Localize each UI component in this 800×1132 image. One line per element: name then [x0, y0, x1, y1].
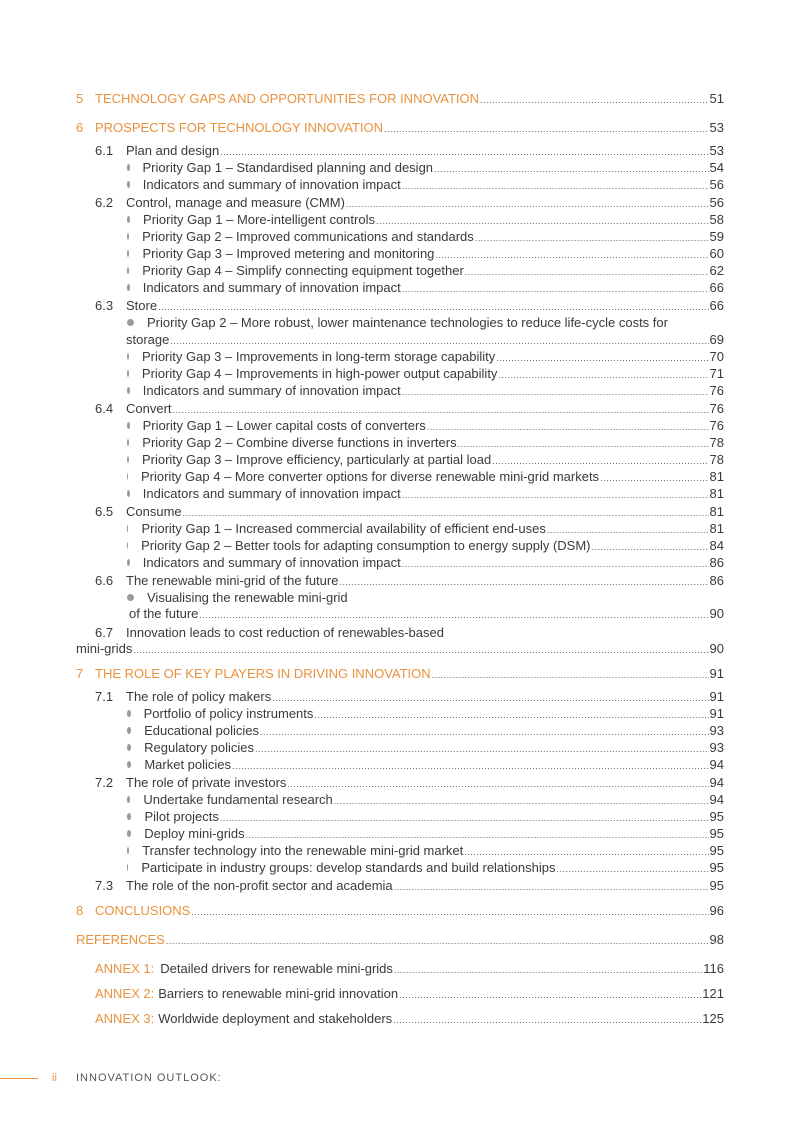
dot-leader — [339, 574, 708, 590]
toc-entry-5[interactable] — [76, 91, 724, 108]
toc-entry-6-7-line1[interactable] — [95, 625, 444, 641]
toc-label: Innovation leads to cost reduction of renewables-based — [126, 625, 444, 640]
toc-entry-references[interactable] — [76, 932, 724, 949]
dot-leader — [465, 264, 709, 280]
toc-page: 76 — [709, 383, 724, 398]
bullet-icon — [127, 864, 128, 871]
toc-number: 8 — [76, 903, 84, 918]
toc-entry-6-6[interactable] — [95, 573, 724, 590]
bullet-icon — [127, 847, 129, 854]
toc-number: 6.2 — [95, 195, 114, 210]
toc-number: 6.4 — [95, 401, 114, 416]
toc-entry-6-1-a[interactable] — [127, 160, 724, 177]
toc-label: Priority Gap 4 – More converter options for diverse renewable mini-grid markets — [140, 469, 600, 484]
bullet-icon — [127, 216, 130, 223]
toc-page: 93 — [709, 740, 724, 755]
toc-entry-7-2-b[interactable] — [127, 809, 724, 826]
toc-page: 59 — [709, 229, 724, 244]
dot-leader — [402, 281, 709, 297]
toc-entry-7-1-c[interactable] — [127, 740, 724, 757]
toc-number: 7.3 — [95, 878, 114, 893]
toc-entry-6-2-b[interactable] — [127, 229, 724, 246]
toc-label: Priority Gap 2 – More robust, lower maintenance technologies to reduce life-cycle costs for — [147, 315, 668, 330]
toc-page: 56 — [709, 177, 724, 192]
toc-label: Barriers to renewable mini-grid innovation — [158, 986, 399, 1001]
toc-label: storage — [126, 332, 170, 347]
toc-entry-6-6-a[interactable] — [129, 606, 724, 623]
toc-entry-6-1-b[interactable] — [127, 177, 724, 194]
bullet-icon — [127, 796, 130, 803]
toc-entry-6-4-b[interactable] — [127, 435, 724, 452]
toc-entry-6-4-c[interactable] — [127, 452, 724, 469]
toc-label: TECHNOLOGY GAPS AND OPPORTUNITIES FOR INNOVATION — [95, 91, 480, 106]
toc-entry-annex-2[interactable] — [95, 986, 724, 1003]
toc-page: 90 — [709, 641, 724, 656]
toc-entry-6-3-c[interactable] — [127, 366, 724, 383]
toc-label: Priority Gap 1 – Lower capital costs of converters — [142, 418, 426, 433]
toc-page: 69 — [709, 332, 724, 347]
toc-page: 98 — [709, 932, 724, 947]
bullet-icon — [127, 370, 129, 377]
toc-page: 78 — [709, 452, 724, 467]
toc-entry-6-4-d[interactable] — [127, 469, 724, 486]
toc-page: 76 — [709, 401, 724, 416]
dot-leader — [232, 758, 708, 774]
toc-label: Consume — [126, 504, 182, 519]
toc-page: 81 — [709, 486, 724, 501]
dot-leader — [402, 487, 709, 503]
toc-label: Transfer technology into the renewable mini-grid market — [142, 843, 464, 858]
toc-page: 86 — [709, 555, 724, 570]
toc-page: 96 — [709, 903, 724, 918]
toc-entry-6-4-a[interactable] — [127, 418, 724, 435]
dot-leader — [346, 196, 709, 212]
toc-entry-6-2-e[interactable] — [127, 280, 724, 297]
dot-leader — [191, 904, 708, 920]
toc-page: 62 — [709, 263, 724, 278]
bullet-icon — [127, 387, 130, 394]
toc-label: REFERENCES — [76, 932, 165, 947]
toc-page: 81 — [709, 469, 724, 484]
toc-number: 6.6 — [95, 573, 114, 588]
toc-page: 95 — [709, 860, 724, 875]
toc-page: 121 — [702, 986, 724, 1001]
bullet-icon — [127, 267, 129, 274]
toc-entry-6-2-a[interactable] — [127, 212, 724, 229]
toc-label: Priority Gap 1 – More-intelligent controls — [143, 212, 375, 227]
toc-number: 7.1 — [95, 689, 114, 704]
toc-label: THE ROLE OF KEY PLAYERS IN DRIVING INNOVATION — [95, 666, 431, 681]
toc-label: Indicators and summary of innovation impact — [142, 280, 401, 295]
toc-number: 6 — [76, 120, 84, 135]
toc-entry-6-5-a[interactable] — [127, 521, 724, 538]
toc-label: Plan and design — [126, 143, 220, 158]
bullet-icon — [127, 542, 128, 549]
toc-label: Priority Gap 2 – Better tools for adapting consumption to energy supply (DSM) — [141, 538, 591, 553]
bullet-icon — [127, 559, 130, 566]
toc-entry-6-4-e[interactable] — [127, 486, 724, 503]
bullet-icon — [127, 353, 129, 360]
toc-label: The role of policy makers — [126, 689, 272, 704]
toc-entry-6-5-c[interactable] — [127, 555, 724, 572]
bullet-icon — [127, 761, 131, 768]
toc-label: Priority Gap 4 – Improvements in high-power output capability — [141, 366, 498, 381]
toc-page: 54 — [709, 160, 724, 175]
dot-leader — [393, 1012, 701, 1028]
toc-page: 93 — [709, 723, 724, 738]
toc-page: 86 — [709, 573, 724, 588]
bullet-icon — [127, 594, 134, 601]
toc-page: 94 — [709, 792, 724, 807]
footer-page-number: ii — [52, 1072, 57, 1084]
dot-leader — [464, 844, 708, 860]
bullet-icon — [127, 284, 130, 291]
dot-leader — [220, 144, 708, 160]
footer-rule — [0, 1078, 38, 1079]
toc-label: Priority Gap 1 – Standardised planning and design — [142, 160, 434, 175]
toc-page: 71 — [709, 366, 724, 381]
toc-number: ANNEX 2: — [95, 986, 155, 1001]
toc-entry-7-2[interactable] — [95, 775, 724, 792]
toc-label: Pilot projects — [144, 809, 219, 824]
toc-label: Priority Gap 3 – Improve efficiency, particularly at partial load — [141, 452, 492, 467]
toc-label: Deploy mini-grids — [144, 826, 245, 841]
toc-entry-6-2[interactable] — [95, 195, 724, 212]
dot-leader — [170, 333, 708, 349]
dot-leader — [432, 667, 709, 683]
dot-leader — [394, 879, 709, 895]
toc-label: Educational policies — [144, 723, 259, 738]
toc-number: 6.7 — [95, 625, 114, 640]
toc-label: Indicators and summary of innovation impact — [142, 486, 401, 501]
toc-entry-7-2-e[interactable] — [127, 860, 724, 877]
toc-entry-6-2-d[interactable] — [127, 263, 724, 280]
toc-page: 60 — [709, 246, 724, 261]
toc-entry-6-2-c[interactable] — [127, 246, 724, 263]
toc-page: 66 — [709, 280, 724, 295]
toc-label: Control, manage and measure (CMM) — [126, 195, 345, 210]
toc-page: 81 — [709, 521, 724, 536]
toc-page: 95 — [709, 878, 724, 893]
bullet-icon — [127, 727, 131, 734]
toc-page: 91 — [709, 666, 724, 681]
toc-page: 78 — [709, 435, 724, 450]
dot-leader — [480, 92, 708, 108]
dot-leader — [600, 470, 708, 486]
toc-entry-6-3-b[interactable] — [127, 349, 724, 366]
toc-label: Regulatory policies — [144, 740, 254, 755]
toc-number: 5 — [76, 91, 84, 106]
dot-leader — [498, 367, 708, 383]
dot-leader — [246, 827, 709, 843]
toc-label: The role of private investors — [126, 775, 287, 790]
dot-leader — [402, 178, 709, 194]
dot-leader — [183, 505, 709, 521]
dot-leader — [394, 962, 702, 978]
toc-entry-6[interactable] — [76, 120, 724, 137]
bullet-icon — [127, 181, 130, 188]
bullet-icon — [127, 250, 129, 257]
toc-entry-6-3-a-line1[interactable] — [127, 315, 668, 331]
toc-page: 66 — [709, 298, 724, 313]
dot-leader — [592, 539, 709, 555]
toc-page: 91 — [709, 689, 724, 704]
dot-leader — [287, 776, 708, 792]
toc-label: Priority Gap 2 – Combine diverse functions in inverters — [142, 435, 457, 450]
dot-leader — [384, 121, 709, 137]
toc-entry-6-3[interactable] — [95, 298, 724, 315]
bullet-icon — [127, 456, 129, 463]
toc-label: Indicators and summary of innovation impact — [142, 383, 401, 398]
toc-page: 95 — [709, 809, 724, 824]
toc-label: PROSPECTS FOR TECHNOLOGY INNOVATION — [95, 120, 383, 135]
dot-leader — [475, 230, 709, 246]
dot-leader — [427, 419, 709, 435]
dot-leader — [166, 933, 709, 949]
toc-label: Priority Gap 1 – Increased commercial availability of efficient end-uses — [141, 521, 546, 536]
dot-leader — [173, 402, 709, 418]
dot-leader — [272, 690, 708, 706]
toc-page: 90 — [709, 606, 724, 621]
toc-label: The role of the non-profit sector and academia — [126, 878, 393, 893]
dot-leader — [255, 741, 709, 757]
bullet-icon — [127, 164, 130, 171]
toc-page: 56 — [709, 195, 724, 210]
toc-label: of the future — [129, 606, 199, 621]
toc-entry-7[interactable] — [76, 666, 724, 683]
toc-page: 95 — [709, 843, 724, 858]
dot-leader — [199, 607, 708, 623]
toc-page: 76 — [709, 418, 724, 433]
toc-page: 51 — [709, 91, 724, 106]
toc-number: 6.3 — [95, 298, 114, 313]
toc-page: 58 — [709, 212, 724, 227]
toc-number: 6.5 — [95, 504, 114, 519]
toc-label: Priority Gap 2 – Improved communications and standards — [142, 229, 474, 244]
toc-entry-7-1-a[interactable] — [127, 706, 724, 723]
toc-page: 94 — [709, 775, 724, 790]
toc-page: 53 — [709, 120, 724, 135]
bullet-icon — [127, 422, 130, 429]
toc-entry-6-6-a-line1[interactable] — [127, 590, 348, 606]
toc-label: The renewable mini-grid of the future — [126, 573, 339, 588]
toc-entry-6-3-d[interactable] — [127, 383, 724, 400]
toc-label: Market policies — [144, 757, 232, 772]
bullet-icon — [127, 813, 131, 820]
toc-page: 84 — [709, 538, 724, 553]
toc-label: Convert — [126, 401, 172, 416]
dot-leader — [399, 987, 701, 1003]
dot-leader — [260, 724, 709, 740]
toc-label: Undertake fundamental research — [143, 792, 333, 807]
dot-leader — [334, 793, 709, 809]
toc-page: 95 — [709, 826, 724, 841]
toc-entry-7-1-d[interactable] — [127, 757, 724, 774]
toc-label: Priority Gap 3 – Improved metering and monitoring — [142, 246, 435, 261]
dot-leader — [458, 436, 709, 452]
dot-leader — [434, 161, 709, 177]
dot-leader — [314, 707, 708, 723]
dot-leader — [435, 247, 708, 263]
dot-leader — [492, 453, 708, 469]
toc-entry-7-3[interactable] — [95, 878, 724, 895]
dot-leader — [556, 861, 708, 877]
dot-leader — [496, 350, 708, 366]
toc-entry-6-1[interactable] — [95, 143, 724, 160]
toc-entry-6-3-a[interactable] — [126, 332, 724, 349]
dot-leader — [133, 642, 708, 658]
bullet-icon — [127, 473, 128, 480]
footer-title: INNOVATION OUTLOOK: — [76, 1072, 222, 1084]
toc-number: ANNEX 1: — [95, 961, 155, 976]
dot-leader — [158, 299, 708, 315]
toc-page: 91 — [709, 706, 724, 721]
toc-label: CONCLUSIONS — [95, 903, 191, 918]
toc-entry-annex-3[interactable] — [95, 1011, 724, 1028]
dot-leader — [220, 810, 709, 826]
toc-entry-8[interactable] — [76, 903, 724, 920]
toc-entry-7-1-b[interactable] — [127, 723, 724, 740]
toc-entry-7-2-c[interactable] — [127, 826, 724, 843]
dot-leader — [376, 213, 709, 229]
toc-entry-6-7[interactable] — [76, 641, 724, 658]
toc-label: Worldwide deployment and stakeholders — [158, 1011, 393, 1026]
bullet-icon — [127, 319, 134, 326]
toc-label: Indicators and summary of innovation impact — [142, 555, 401, 570]
toc-page: 94 — [709, 757, 724, 772]
bullet-icon — [127, 490, 130, 497]
toc-number: 6.1 — [95, 143, 114, 158]
bullet-icon — [127, 744, 131, 751]
toc-entry-6-4[interactable] — [95, 401, 724, 418]
toc-label: Participate in industry groups: develop standards and build relationships — [141, 860, 556, 875]
dot-leader — [402, 556, 709, 572]
toc-number: 7 — [76, 666, 84, 681]
toc-label: Priority Gap 4 – Simplify connecting equipment together — [142, 263, 464, 278]
toc-entry-7-1[interactable] — [95, 689, 724, 706]
bullet-icon — [127, 710, 131, 717]
toc-page: 70 — [709, 349, 724, 364]
dot-leader — [547, 522, 709, 538]
toc-entry-6-5-b[interactable] — [127, 538, 724, 555]
toc-label: Detailed drivers for renewable mini-grids — [160, 961, 393, 976]
dot-leader — [402, 384, 709, 400]
toc-entry-6-5[interactable] — [95, 504, 724, 521]
toc-number: ANNEX 3: — [95, 1011, 155, 1026]
toc-label: Store — [126, 298, 158, 313]
toc-label: Priority Gap 3 – Improvements in long-term storage capability — [141, 349, 496, 364]
toc-label: Portfolio of policy instruments — [143, 706, 314, 721]
toc-label: Indicators and summary of innovation impact — [142, 177, 401, 192]
bullet-icon — [127, 525, 128, 532]
toc-page: 53 — [709, 143, 724, 158]
toc-entry-7-2-d[interactable] — [127, 843, 724, 860]
toc-page: 125 — [702, 1011, 724, 1026]
toc-entry-annex-1[interactable] — [95, 961, 724, 978]
toc-page: 116 — [703, 961, 724, 976]
bullet-icon — [127, 233, 129, 240]
toc-label: Visualising the renewable mini-grid — [147, 590, 348, 605]
toc-label: mini-grids — [76, 641, 133, 656]
toc-number: 7.2 — [95, 775, 114, 790]
bullet-icon — [127, 830, 131, 837]
toc-entry-7-2-a[interactable] — [127, 792, 724, 809]
toc-page: 81 — [709, 504, 724, 519]
bullet-icon — [127, 439, 129, 446]
